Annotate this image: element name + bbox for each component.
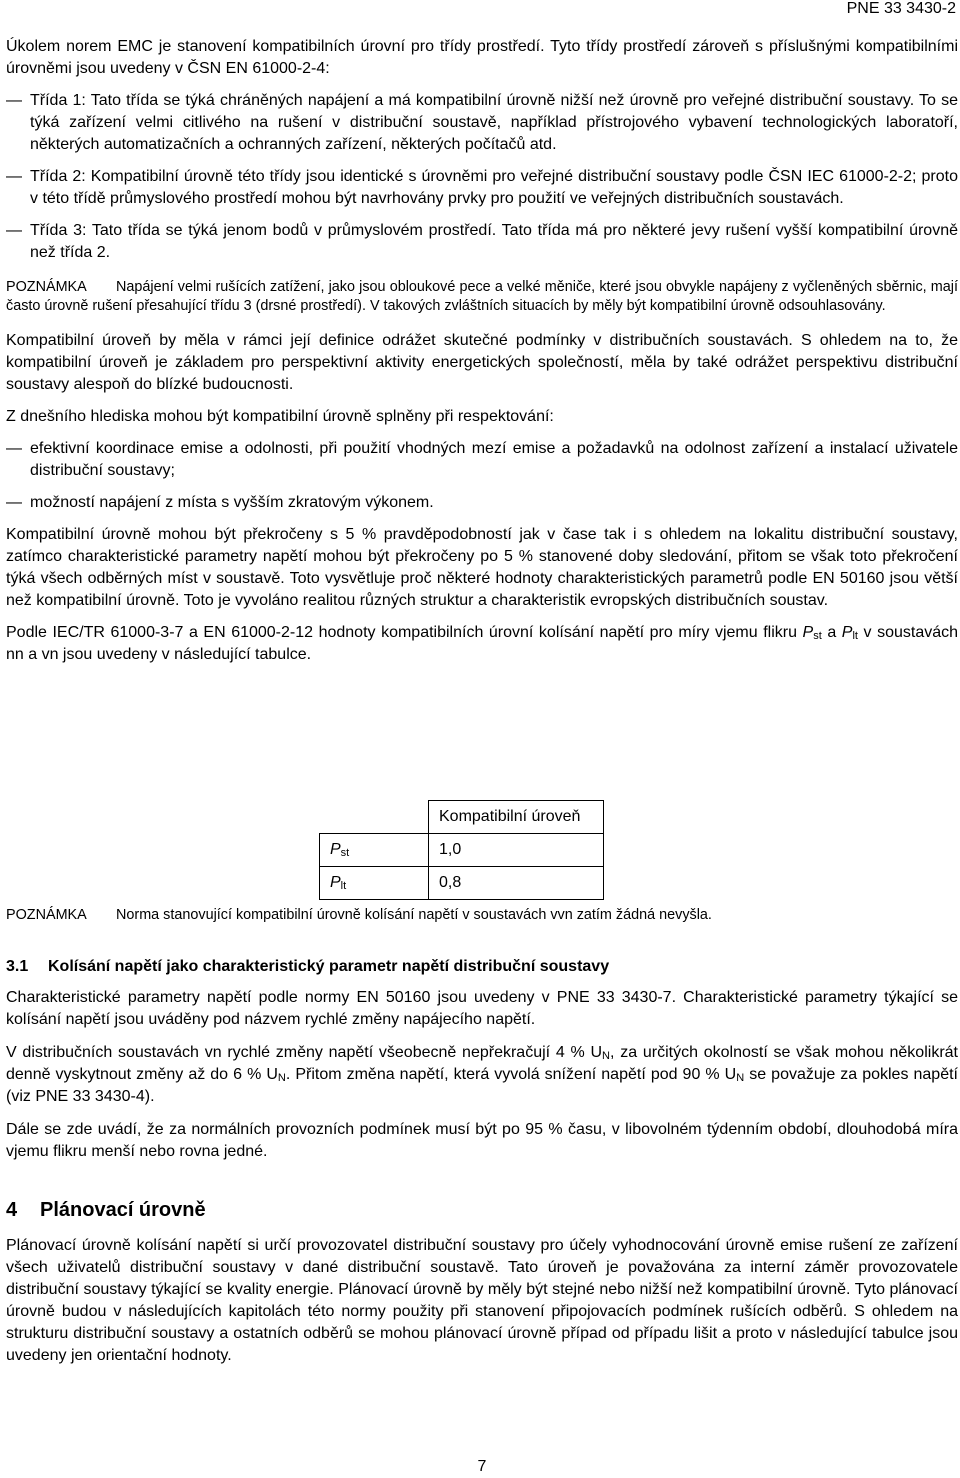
symbol-p: P — [802, 624, 814, 641]
intro-paragraph: Úkolem norem EMC je stanovení kompatibilních úrovní pro třídy prostředí. Tyto třídy prostředí zároveň s příslušnými kompatibilními úrovněmi jsou uvedeny v ČSN EN 61000-2-4: — [6, 38, 958, 77]
dash-marker: — — [6, 440, 22, 457]
note-label: POZNÁMKA — [6, 907, 87, 923]
subscript: st — [340, 847, 350, 859]
intro-block — [6, 36, 958, 666]
condition-1-text: efektivní koordinace emise a odolnosti, při použití vhodných mezí emise a požadavků na odolnost zařízení a instalací uživatele distribuční soustavy; — [30, 440, 958, 479]
dash-marker: — — [6, 168, 22, 185]
class-1-text: Třída 1: Tato třída se týká chráněných napájení a má kompatibilní úrovně nižší než úrovně pro veřejné distribuční soustavy. To se týká zařízení velmi citlivého na rušení v distribuční soustavě, například přístrojového vybavení technologických laboratoří, některých automatizačních a ochranných zařízení, některých počítačů atd. — [30, 92, 958, 153]
table-value-cell: 1,0 — [429, 834, 604, 867]
note-1 — [6, 278, 958, 316]
text-run: se považuje za pokles napětí (viz PNE 33 3430-4). — [6, 1066, 958, 1105]
dash-marker: — — [6, 494, 22, 511]
class-item — [6, 220, 958, 264]
text-run: V distribučních soustavách vn rychlé změny napětí všeobecně nepřekračují 4 % U — [6, 1044, 603, 1061]
page-number: 7 — [477, 1458, 487, 1475]
section-heading-4 — [6, 1199, 958, 1221]
paragraph-compatibility: Kompatibilní úroveň by měla v rámci její definice odrážet skutečné podmínky v distribučních soustavách. S ohledem na to, že kompatibilní úroveň je základem pro perspektivní aktivity energetických společností, měla by také odrážet perspektivu distribuční soustavy alespoň do blízké budoucnosti. — [6, 332, 958, 393]
condition-item — [6, 492, 958, 514]
table-corner-cell — [320, 801, 429, 834]
paragraph-characteristics: Charakteristické parametry napětí podle normy EN 50160 jsou uvedeny v PNE 33 3430-7. Charakteristické parametry týkající se kolísání napětí jsou uváděny pod názvem rychlé změny napájecího napětí. — [6, 989, 958, 1028]
note-1-text: Napájení velmi rušících zatížení, jako jsou obloukové pece a velké měniče, které jsou obvykle napájeny z vyčleněných sběrnic, mají často úrovně rušení přesahující třídu 3 (drsné prostředí). V takových zvláštních situacích by měly být kompatibilní úrovně odsouhlasovány. — [6, 279, 958, 314]
note-label: POZNÁMKA — [6, 279, 87, 295]
subscript-st: st — [813, 630, 822, 642]
table-header-row — [320, 801, 604, 834]
symbol-p: P — [841, 624, 853, 641]
paragraph-conditions-intro: Z dnešního hlediska mohou být kompatibilní úrovně splněny při respektování: — [6, 408, 554, 425]
text-run: a — [821, 624, 842, 641]
text-run: Podle IEC/TR 61000-3-7 a EN 61000-2-12 hodnoty kompatibilních úrovní kolísání napětí pro míry vjemu flikru — [6, 624, 803, 641]
table-symbol-cell — [320, 867, 429, 900]
paragraph-flicker-table-intro — [6, 622, 958, 666]
condition-2-text: možností napájení z místa s vyšším zkratovým výkonem. — [30, 494, 434, 511]
text-run: . Přitom změna napětí, která vyvolá snížení napětí pod 90 % U — [285, 1066, 737, 1083]
subscript-lt: lt — [852, 630, 858, 642]
section-heading-3-1 — [6, 956, 958, 978]
paragraph-exceedance: Kompatibilní úrovně mohou být překročeny s 5 % pravděpodobností jak v čase tak i s ohledem na lokalitu distribuční soustavy, zatímco charakteristické parametry napětí mohou být překročeny po 5 % stanovené doby sledování, přitom se však toto překročení týká všech odběrných míst v soustavě. Toto vysvětluje proč některé hodnoty charakteristických parametrů podle EN 50160 jsou větší než kompatibilní úrovně. Toto je vyvoláno realitou různých struktur a charakteristik evropských distribučních soustav. — [6, 526, 958, 609]
class-item — [6, 166, 958, 210]
dash-marker: — — [6, 92, 22, 109]
dash-marker: — — [6, 222, 22, 239]
subscript-n: N — [602, 1050, 610, 1062]
condition-item — [6, 438, 958, 482]
class-item — [6, 90, 958, 156]
subscript-n: N — [277, 1072, 286, 1084]
class-2-text: Třída 2: Kompatibilní úrovně této třídy jsou identické s úrovněmi pro veřejné distribuční soustavy podle ČSN IEC 61000-2-2; proto v této třídě průmyslového prostředí mohou být navrhovány prvky pro použití ve veřejných distribučních soustavách. — [30, 168, 958, 207]
paragraph-voltage-changes — [6, 1042, 958, 1108]
table-row — [320, 867, 604, 900]
table-symbol-cell — [320, 834, 429, 867]
table-header-cell: Kompatibilní úroveň — [429, 801, 604, 834]
note-2 — [6, 906, 958, 925]
class-3-text: Třída 3: Tato třída se týká jenom bodů v průmyslovém prostředí. Tato třída má pro některé jevy rušení vyšší kompatibilní úrovně než třída 2. — [30, 222, 958, 261]
paragraph-planning-levels: Plánovací úrovně kolísání napětí si určí provozovatel distribuční soustavy pro účely vyhodnocování úrovně emise rušení ze zařízení všech uživatelů distribuční soustavy v dané distribuční soustavě. Tato úroveň je považována za interní záměr provozovatele distribuční soustavy týkající se kvality energie. Plánovací úrovně by měly být stejné nebo nižší než kompatibilní úrovně. Tyto plánovací úrovně budou v následujících kapitolách této normy použity při stanovení připojovacích podmínek rušících odběrů. S ohledem na strukturu distribuční soustavy a ostatních odběrů se mohou plánovací úrovně případ od případu lišit a proto v následující tabulce jsou uvedeny jen orientační hodnoty. — [6, 1237, 958, 1364]
paragraph-flicker-long-term: Dále se zde uvádí, že za normálních provozních podmínek musí být po 95 % času, v libovolném týdenním období, dlouhodobá míra vjemu flikru menší nebo rovna jedné. — [6, 1121, 958, 1160]
subscript: lt — [340, 880, 347, 892]
compatibility-table — [319, 800, 604, 900]
text-run: v soustavách nn a vn jsou uvedeny v následující tabulce. — [6, 624, 959, 663]
section-number: 3.1 — [6, 958, 29, 975]
section-title: Plánovací úrovně — [40, 1199, 206, 1221]
lower-block — [6, 906, 958, 1367]
section-title: Kolísání napětí jako charakteristický parametr napětí distribuční soustavy — [48, 958, 610, 975]
section-number: 4 — [6, 1199, 18, 1221]
table-row — [320, 834, 604, 867]
symbol-p: P — [330, 841, 341, 858]
subscript-n: N — [736, 1072, 745, 1084]
note-2-text: Norma stanovující kompatibilní úrovně kolísání napětí v soustavách vvn zatím žádná nevyšla. — [116, 907, 712, 923]
symbol-p: P — [330, 874, 341, 891]
table-value-cell: 0,8 — [429, 867, 604, 900]
text-run: , za určitých okolností se však mohou několikrát denně vyskytnout změny až do 6 % U — [6, 1044, 958, 1083]
document-id: PNE 33 3430-2 — [846, 0, 956, 17]
